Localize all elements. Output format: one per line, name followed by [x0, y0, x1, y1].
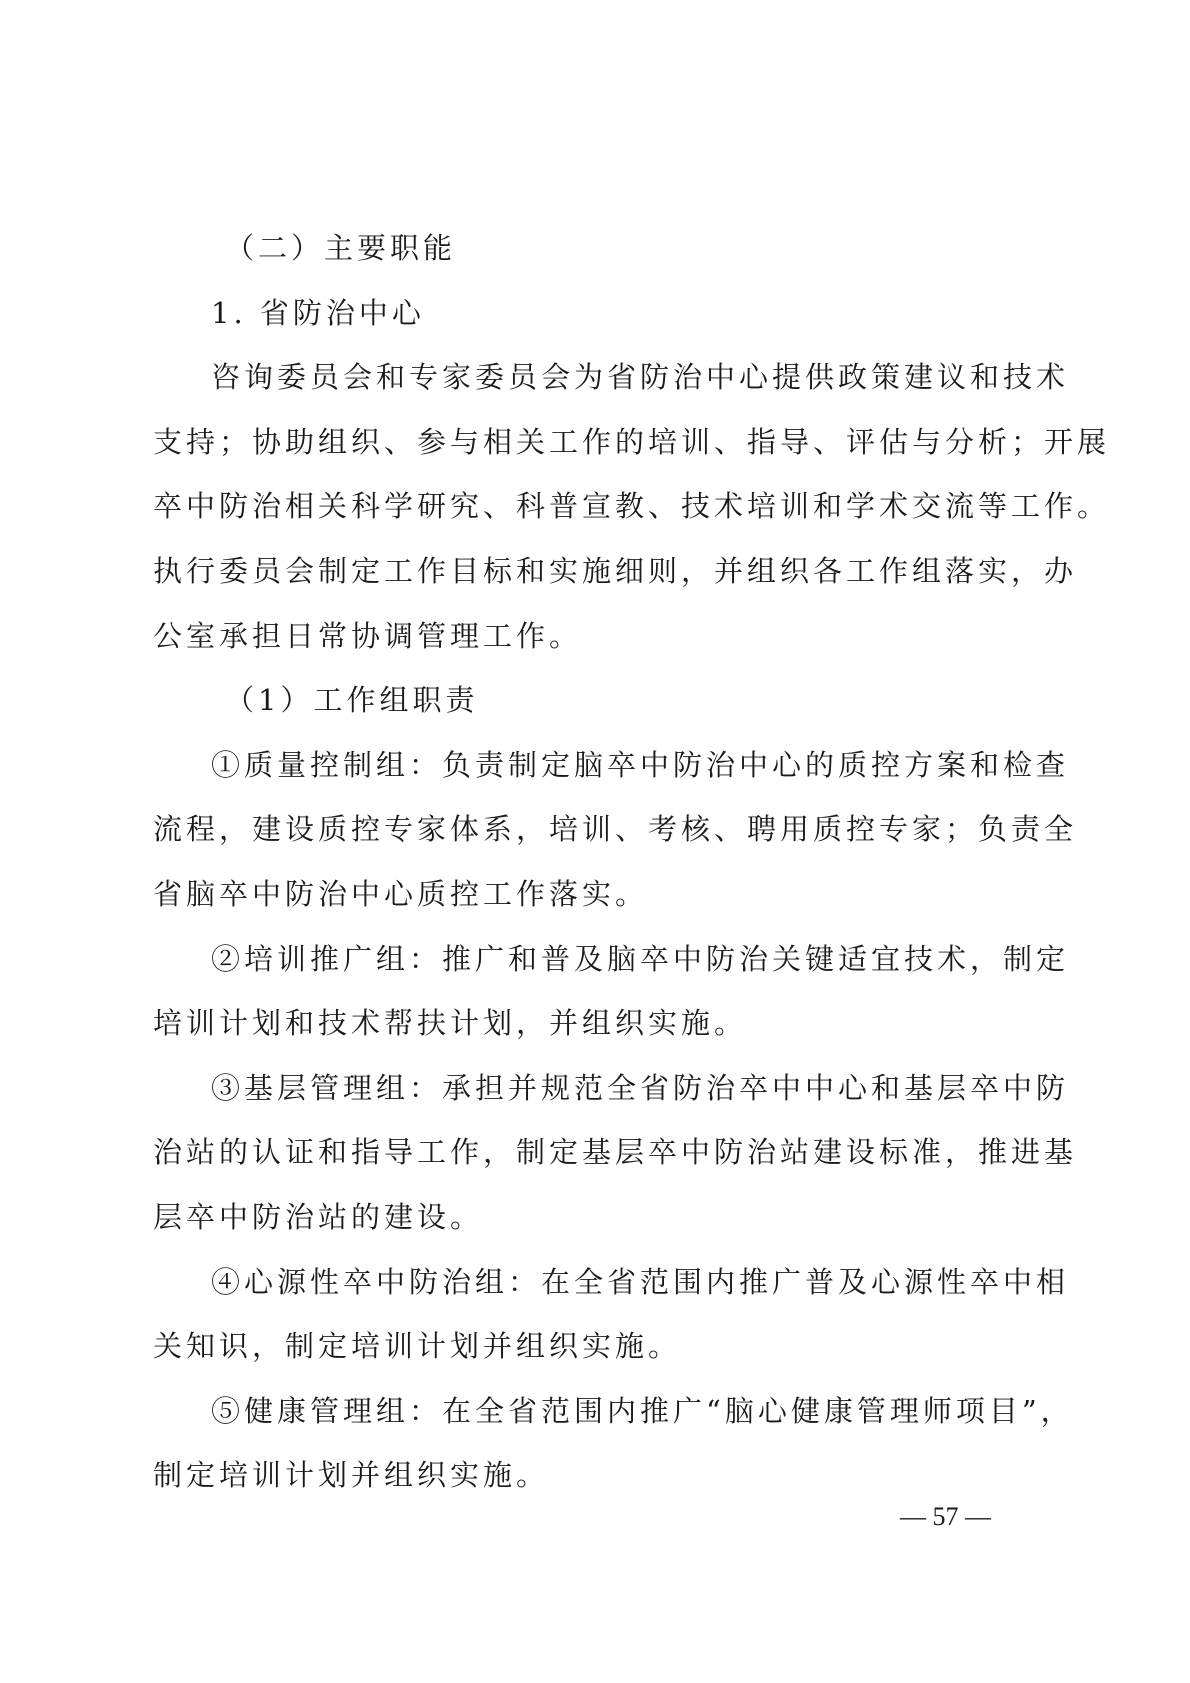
paragraph-line: 咨询委员会和专家委员会为省防治中心提供政策建议和技术	[211, 360, 1070, 395]
section-heading: （二）主要职能	[225, 231, 457, 265]
item-quality-control	[153, 733, 1078, 927]
paragraph-line: 培训计划和技术帮扶计划，并组织实施。	[153, 1006, 748, 1041]
page-number: — 57 —	[900, 1502, 991, 1531]
paragraph-line: 执行委员会制定工作目标和实施细则，并组织各工作组落实，办	[153, 553, 1078, 588]
paragraph-line: ②培训推广组：推广和普及脑卒中防治关键适宜技术，制定	[211, 941, 1070, 976]
paragraph-line: ⑤健康管理组：在全省范围内推广“脑心健康管理师项目”，	[211, 1393, 1074, 1428]
item-cardiogenic-stroke	[153, 1250, 1070, 1379]
paragraph-line: 支持；协助组织、参与相关工作的培训、指导、评估与分析；开展	[153, 424, 1111, 459]
paragraph-line: ③基层管理组：承担并规范全省防治卒中中心和基层卒中防	[211, 1070, 1070, 1105]
sub-sub-heading: （1）工作组职责	[225, 683, 479, 718]
item-grassroots-management	[153, 1056, 1078, 1250]
paragraph-1	[153, 345, 1111, 668]
paragraph-line: 公室承担日常协调管理工作。	[153, 618, 583, 653]
paragraph-line: 治站的认证和指导工作，制定基层卒中防治站建设标准，推进基	[153, 1135, 1078, 1170]
paragraph-line: 关知识，制定培训计划并组织实施。	[153, 1329, 682, 1364]
paragraph-line: 制定培训计划并组织实施。	[153, 1458, 550, 1493]
item-health-management	[153, 1379, 1074, 1508]
paragraph-line: 省脑卒中防治中心质控工作落实。	[153, 876, 649, 911]
paragraph-line: ①质量控制组：负责制定脑卒中防治中心的质控方案和检查	[211, 747, 1070, 782]
sub-heading: 1. 省防治中心	[211, 295, 425, 330]
paragraph-line: ④心源性卒中防治组：在全省范围内推广普及心源性卒中相	[211, 1264, 1070, 1299]
document-body	[153, 216, 1111, 1508]
item-training-promotion	[153, 927, 1070, 1056]
paragraph-line: 层卒中防治站的建设。	[153, 1199, 484, 1234]
paragraph-line: 流程，建设质控专家体系，培训、考核、聘用质控专家；负责全	[153, 812, 1078, 847]
paragraph-line: 卒中防治相关科学研究、科普宣教、技术培训和学术交流等工作。	[153, 489, 1111, 524]
